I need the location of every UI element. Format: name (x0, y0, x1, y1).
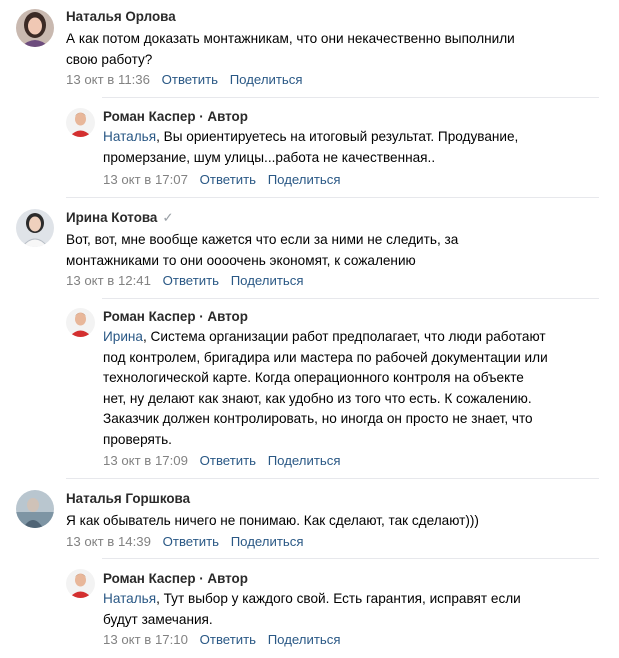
reply-text-line: технологической карте. Когда операционного контроля на объекте (103, 370, 524, 385)
reply-link[interactable]: Ответить (199, 172, 257, 187)
comment-text (66, 511, 479, 532)
comment-meta (66, 273, 312, 288)
woman-avatar-3-icon (16, 490, 54, 528)
comment-date[interactable]: 13 окт в 11:36 (66, 72, 150, 87)
comment-author[interactable] (66, 210, 174, 226)
reply-text (103, 589, 521, 630)
avatar[interactable] (16, 490, 54, 528)
mention-link[interactable]: Наталья (103, 591, 157, 606)
reply-text-line: будут замечания. (103, 611, 213, 627)
separator (66, 197, 599, 198)
reply-link[interactable]: Ответить (161, 72, 219, 87)
reply-meta (103, 632, 349, 647)
reply-author[interactable]: Роман Каспер · Автор (103, 571, 248, 586)
avatar[interactable] (66, 308, 95, 337)
separator (66, 478, 599, 479)
woman-avatar-2-icon (16, 209, 54, 247)
comment-meta (66, 534, 312, 549)
reply-text-line: промерзание, шум улицы...работа не качественная.. (103, 149, 436, 165)
reply-meta (103, 453, 349, 468)
share-link[interactable]: Поделиться (267, 632, 341, 647)
reply-text-rest: , Система организации работ предполагает, что люди работают (143, 329, 546, 344)
comment-text (66, 230, 458, 271)
comment-date[interactable]: 13 окт в 14:39 (66, 534, 151, 549)
reply-link[interactable]: Ответить (162, 534, 220, 549)
reply-text-line: под контролем, бригадира или мастера по рабочей документации или (103, 349, 548, 365)
separator (102, 558, 599, 559)
man-avatar-icon (66, 308, 95, 337)
comment-text-line: монтажниками то они оооочень экономят, к сожалению (66, 252, 416, 268)
reply-date[interactable]: 13 окт в 17:10 (103, 632, 188, 647)
man-avatar-icon (66, 108, 95, 137)
avatar[interactable] (16, 209, 54, 247)
comment-author[interactable]: Наталья Орлова (66, 9, 176, 24)
reply-date[interactable]: 13 окт в 17:09 (103, 453, 188, 468)
reply-text-rest: , Вы ориентируетесь на итоговый результат. Продувание, (156, 129, 519, 144)
mention-link[interactable]: Ирина (103, 329, 143, 344)
comment-text-line: Я как обыватель ничего не понимаю. Как сделают, так сделают))) (66, 513, 479, 528)
woman-avatar-1-icon (16, 9, 54, 47)
comment-text-line: А как потом доказать монтажникам, что они некачественно выполнили (66, 31, 515, 46)
reply-link[interactable]: Ответить (199, 453, 257, 468)
separator (102, 97, 599, 98)
reply-text-line: Заказчик должен контролировать, но иногда он просто не знает, что (103, 411, 533, 426)
share-link[interactable]: Поделиться (230, 273, 304, 288)
comment-author[interactable]: Наталья Горшкова (66, 491, 191, 506)
share-link[interactable]: Поделиться (230, 534, 304, 549)
comment-meta (66, 72, 311, 87)
avatar[interactable] (66, 569, 95, 598)
reply-text-line (103, 327, 548, 348)
reply-text-rest: , Тут выбор у каждого свой. Есть гарантия, исправят если (156, 591, 521, 606)
separator (102, 298, 599, 299)
comment-author-name[interactable]: Ирина Котова (66, 210, 158, 225)
mention-link[interactable]: Наталья (103, 129, 157, 144)
avatar[interactable] (16, 9, 54, 47)
reply-author[interactable]: Роман Каспер · Автор (103, 309, 248, 324)
reply-date[interactable]: 13 окт в 17:07 (103, 172, 188, 187)
reply-text-line (103, 127, 518, 148)
reply-text (103, 327, 548, 450)
share-link[interactable]: Поделиться (267, 453, 341, 468)
reply-link[interactable]: Ответить (199, 632, 257, 647)
reply-meta (103, 172, 349, 187)
man-avatar-icon (66, 569, 95, 598)
comment-text-line: свою работу? (66, 51, 153, 67)
reply-link[interactable]: Ответить (162, 273, 220, 288)
check-icon: ✓ (162, 210, 174, 225)
share-link[interactable]: Поделиться (267, 172, 341, 187)
avatar[interactable] (66, 108, 95, 137)
reply-text-line: нет, ну делают как знают, как удобно из того что есть. К сожалению. (103, 390, 532, 406)
reply-text-line: проверять. (103, 431, 172, 447)
reply-author[interactable]: Роман Каспер · Автор (103, 109, 248, 124)
reply-text-line (103, 589, 521, 610)
reply-text (103, 127, 518, 168)
share-link[interactable]: Поделиться (229, 72, 303, 87)
comment-text-line: Вот, вот, мне вообще кажется что если за ними не следить, за (66, 232, 459, 247)
comment-date[interactable]: 13 окт в 12:41 (66, 273, 151, 288)
comment-text (66, 29, 515, 70)
